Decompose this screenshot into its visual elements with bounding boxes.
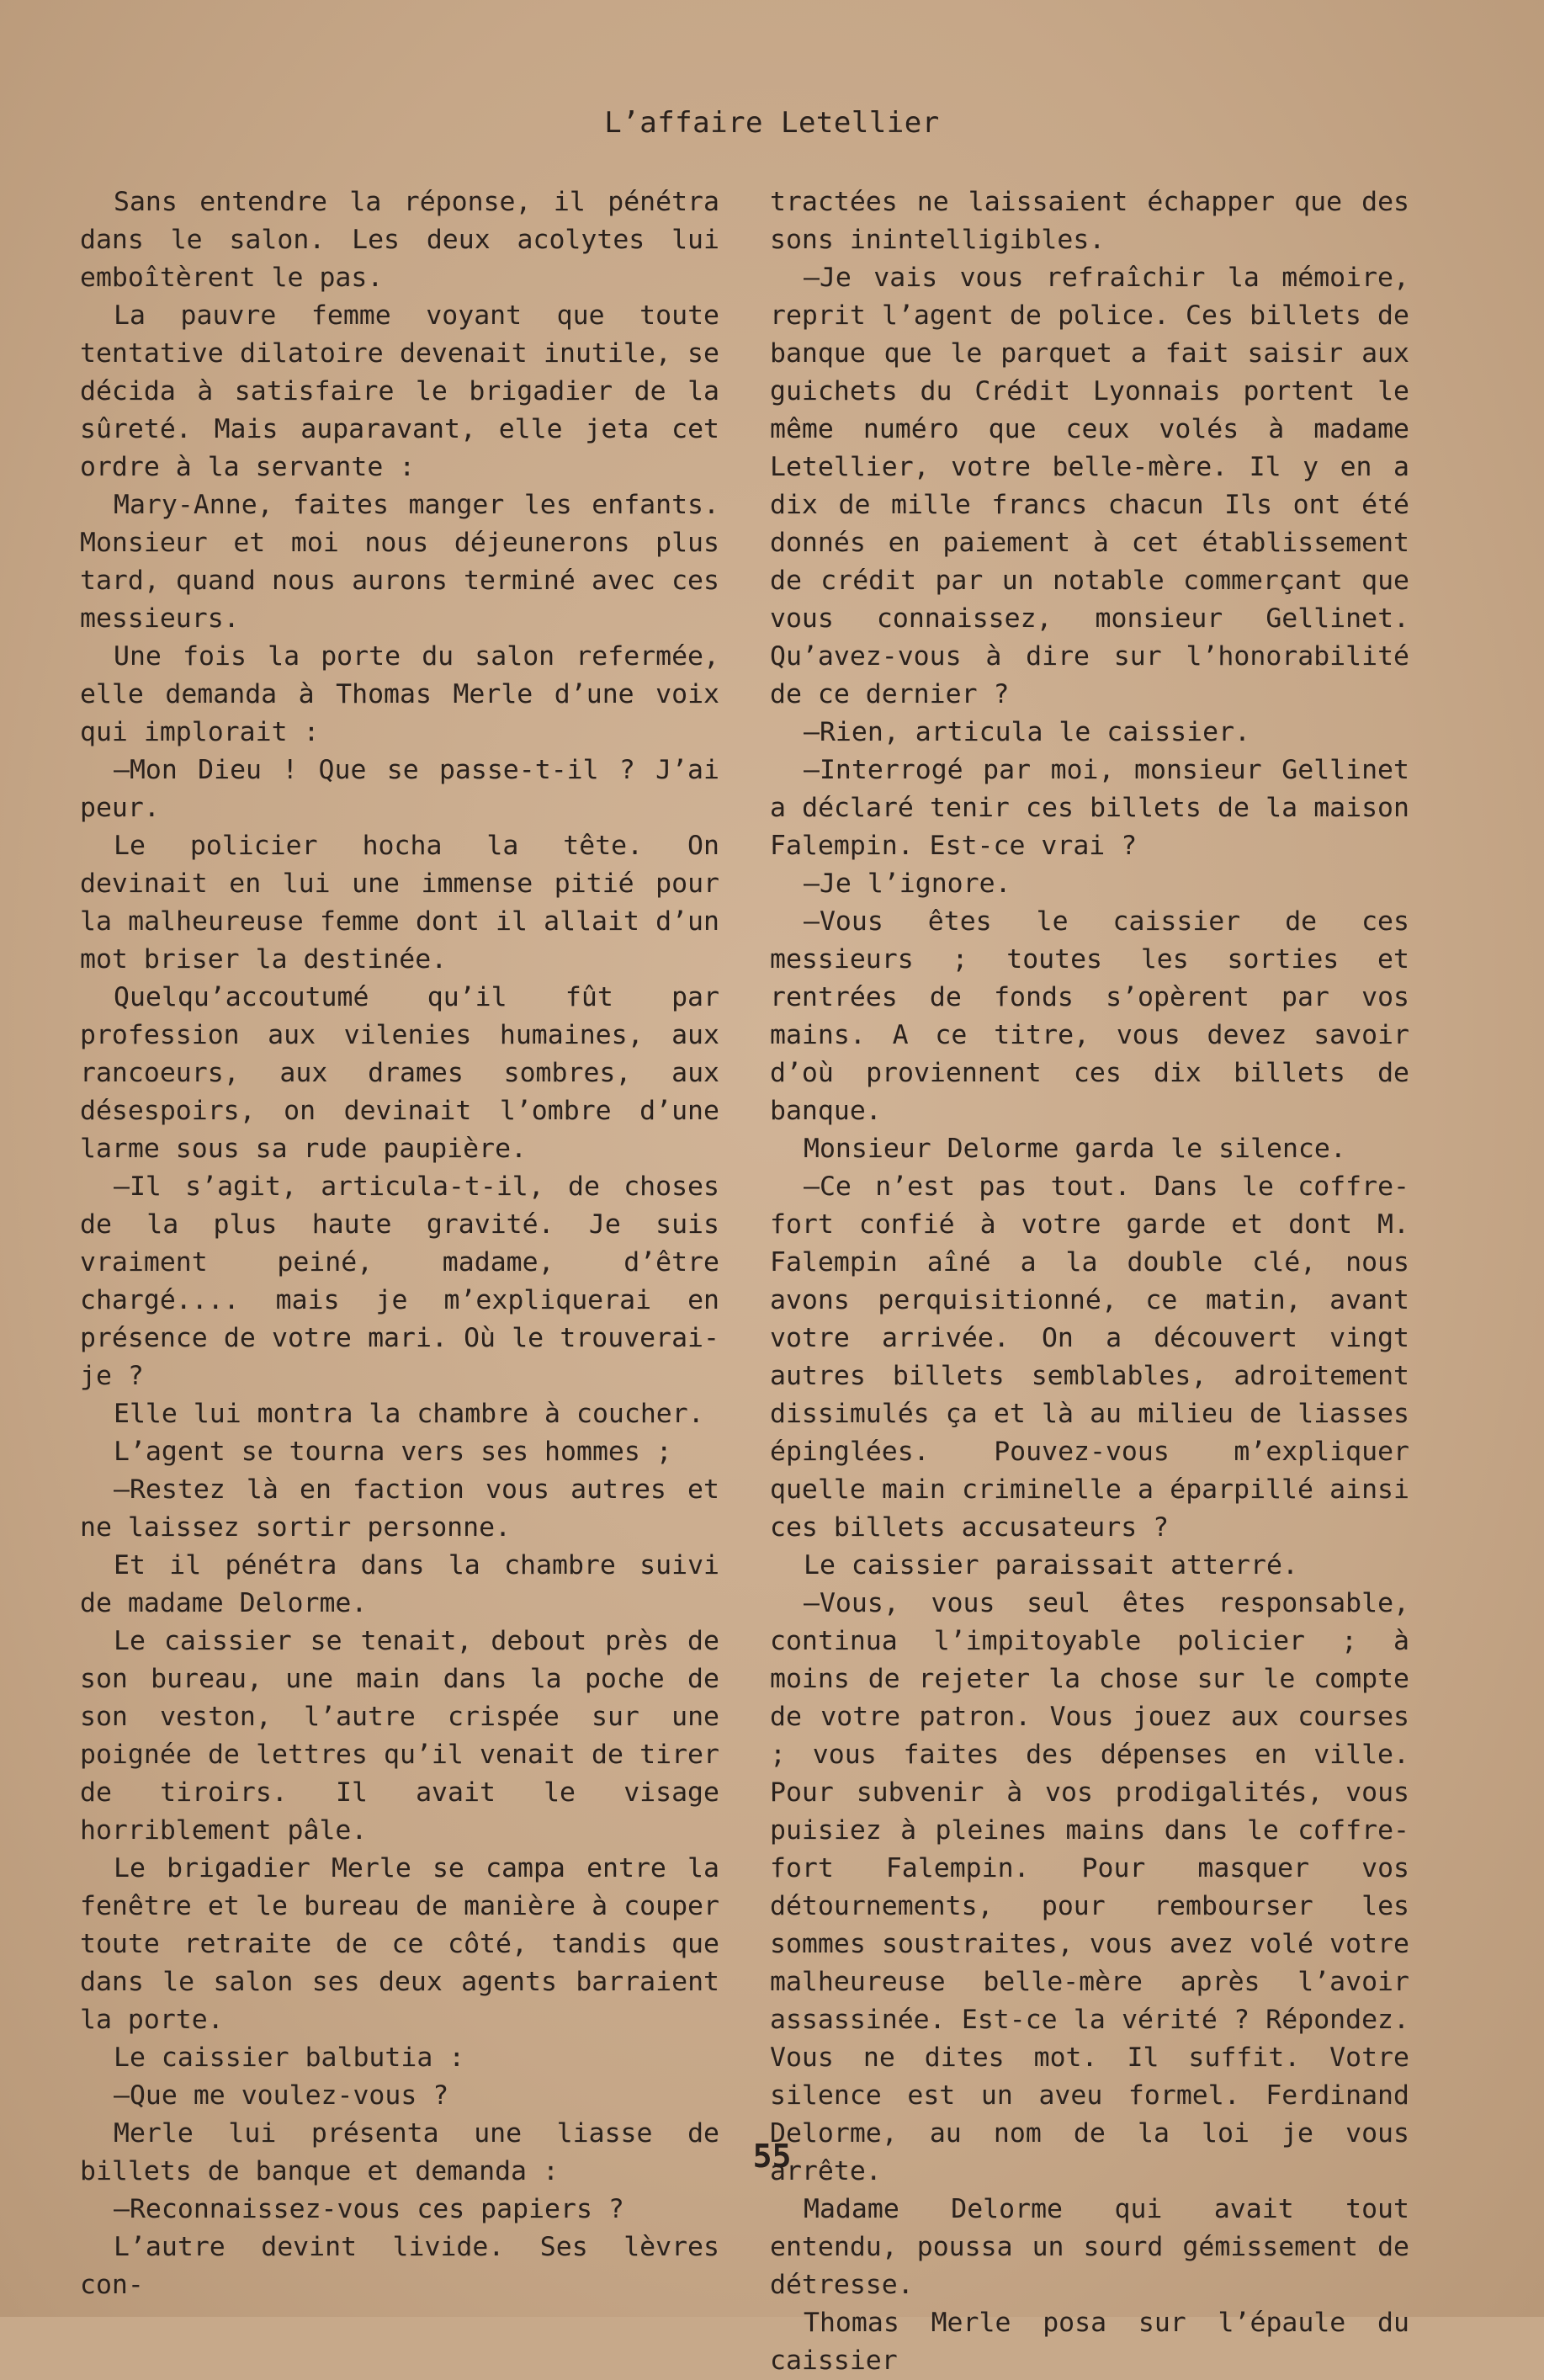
paragraph: Mary-Anne, faites manger les enfants. Monsieur et moi nous déjeunerons plus tard, quand nous aurons terminé avec ces messieurs. [80, 490, 719, 634]
paragraph: —Rien, articula le caissier. [804, 717, 1251, 747]
paragraph: Une fois la porte du salon refermée, elle demanda à Thomas Merle d’une voix qui implorait : [80, 641, 719, 747]
paragraph: —Que me voulez-vous ? [114, 2080, 449, 2111]
paragraph: Madame Delorme qui avait tout entendu, poussa un sourd gémissement de détresse. [770, 2194, 1409, 2300]
paragraph: Le brigadier Merle se campa entre la fenêtre et le bureau de manière à couper toute retraite de ce côté, tandis que dans le salon ses deux agents barraient la porte. [80, 1853, 719, 2035]
right-column [770, 183, 1409, 2380]
paragraph: —Je l’ignore. [804, 869, 1011, 899]
paragraph: —Interrogé par moi, monsieur Gellinet a déclaré tenir ces billets de la maison Falempin. Est-ce vrai ? [770, 755, 1409, 861]
paragraph: —Mon Dieu ! Que se passe-t-il ? J’ai peur. [80, 755, 719, 823]
paragraph: —Ce n’est pas tout. Dans le coffre-fort confié à votre garde et dont M. Falempin aîné a la double clé, nous avons perquisitionné, ce matin, avant votre arrivée. On a découvert vingt autres billets semblables, adroitement dissimulés ça et là au milieu de liasses épinglées. Pouvez-vous m’expliquer quelle main criminelle a éparpillé ainsi ces billets accusateurs ? [770, 1171, 1409, 1543]
paragraph: Monsieur Delorme garda le silence. [804, 1134, 1346, 1164]
paragraph: Et il pénétra dans la chambre suivi de madame Delorme. [80, 1550, 719, 1618]
page-number: 55 [752, 2138, 792, 2175]
paragraph: Elle lui montra la chambre à coucher. [114, 1399, 704, 1429]
paragraph: —Vous, vous seul êtes responsable, continua l’impitoyable policier ; à moins de rejeter la chose sur le compte de votre patron. Vous jouez aux courses ; vous faites des dépenses en ville. Pour subvenir à vos prodigalités, vous puisiez à pleines mains dans le coffre-fort Falempin. Pour masquer vos détournements, pour rembourser les sommes soustraites, vous avez volé votre malheureuse belle-mère après l’avoir assassinée. Est-ce la vérité ? Répondez. Vous ne dites mot. Il suffit. Votre silence est un aveu formel. Ferdinand Delorme, au nom de la loi je vous arrête. [770, 1588, 1409, 2186]
left-column [80, 183, 719, 2304]
paragraph: Le policier hocha la tête. On devinait en lui une immense pitié pour la malheureuse femme dont il allait d’un mot briser la destinée. [80, 831, 719, 975]
paragraph: —Restez là en faction vous autres et ne laissez sortir personne. [80, 1474, 719, 1543]
paragraph: —Je vais vous refraîchir la mémoire, reprit l’agent de police. Ces billets de banque que le parquet a fait saisir aux guichets du Crédit Lyonnais portent le même numéro que ceux volés à madame Letellier, votre belle-mère. Il y en a dix de mille francs chacun Ils ont été donnés en paiement à cet établissement de crédit par un notable commerçant que vous connaissez, monsieur Gellinet. Qu’avez-vous à dire sur l’honorabilité de ce dernier ? [770, 263, 1409, 709]
paragraph: L’agent se tourna vers ses hommes ; [114, 1437, 672, 1467]
paragraph: —Il s’agit, articula-t-il, de choses de la plus haute gravité. Je suis vraiment peiné, madame, d’être chargé.... mais je m’expliquerai en présence de votre mari. Où le trouverai-je ? [80, 1171, 719, 1391]
paragraph-continued: tractées ne laissaient échapper que des sons inintelligibles. [770, 187, 1409, 255]
paragraph: Le caissier se tenait, debout près de son bureau, une main dans la poche de son veston, l’autre crispée sur une poignée de lettres qu’il venait de tirer de tiroirs. Il avait le visage horriblement pâle. [80, 1626, 719, 1846]
paragraph: Sans entendre la réponse, il pénétra dans le salon. Les deux acolytes lui emboîtèrent le pas. [80, 187, 719, 293]
paragraph: Le caissier balbutia : [114, 2043, 465, 2073]
paragraph: Merle lui présenta une liasse de billets de banque et demanda : [80, 2118, 719, 2186]
paragraph: Thomas Merle posa sur l’épaule du caissier [770, 2308, 1409, 2376]
paragraph: Quelqu’accoutumé qu’il fût par profession aux vilenies humaines, aux rancoeurs, aux drames sombres, aux désespoirs, on devinait l’ombre d’une larme sous sa rude paupière. [80, 982, 719, 1164]
paragraph: —Vous êtes le caissier de ces messieurs ; toutes les sorties et rentrées de fonds s’opèrent par vos mains. A ce titre, vous devez savoir d’où proviennent ces dix billets de banque. [770, 906, 1409, 1126]
paragraph: Le caissier paraissait atterré. [804, 1550, 1298, 1580]
paragraph: La pauvre femme voyant que toute tentative dilatoire devenait inutile, se décida à satisfaire le brigadier de la sûreté. Mais auparavant, elle jeta cet ordre à la servante : [80, 300, 719, 482]
paragraph: —Reconnaissez-vous ces papiers ? [114, 2194, 624, 2224]
running-head-title: L’affaire Letellier [604, 106, 940, 140]
paragraph: L’autre devint livide. Ses lèvres con- [80, 2232, 719, 2300]
